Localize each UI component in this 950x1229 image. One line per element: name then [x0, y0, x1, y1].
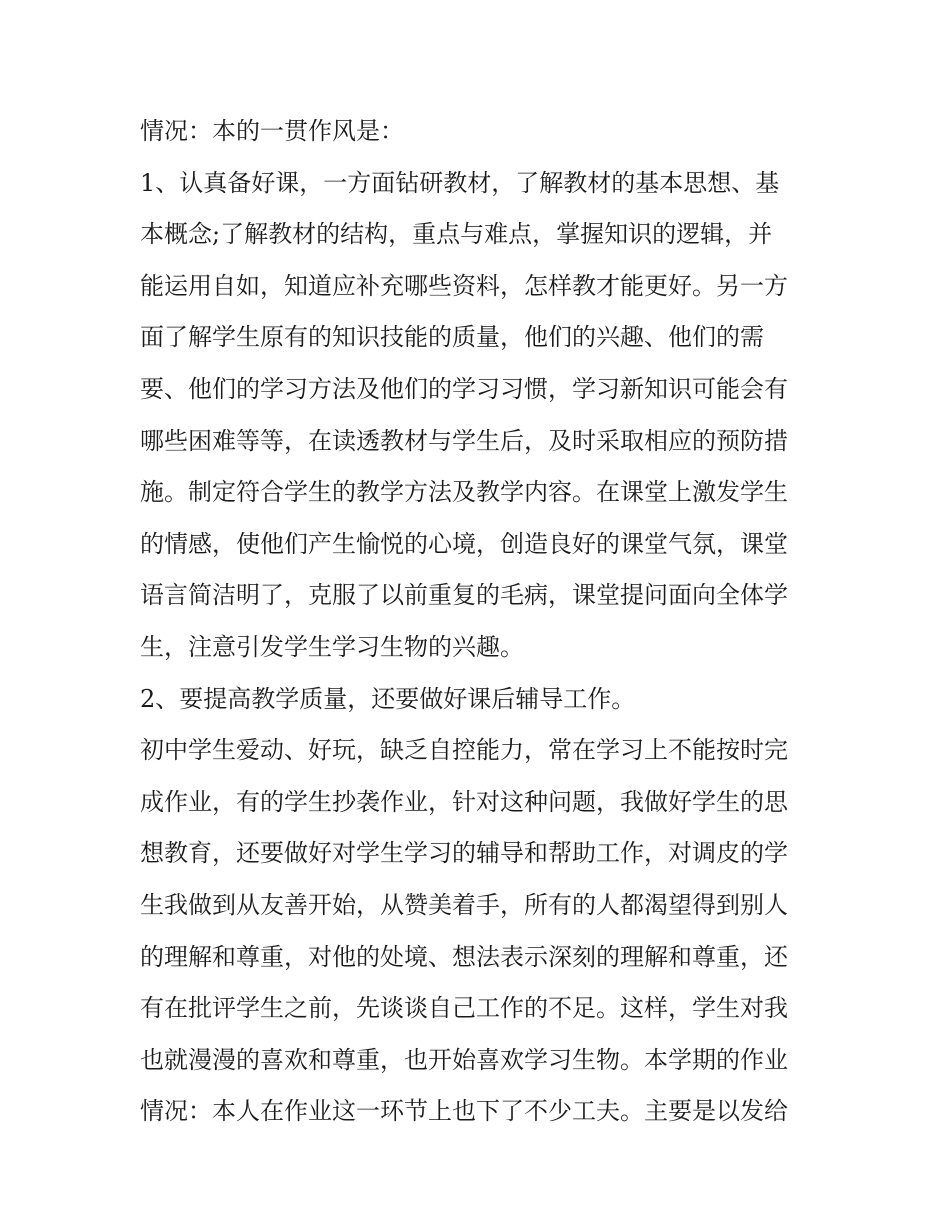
- text-line: 生，注意引发学生学习生物的兴趣。: [140, 632, 524, 661]
- text-line: 1、认真备好课，一方面钻研教材，了解教材的基本思想、基: [140, 168, 780, 197]
- text-line: 哪些困难等等，在读透教材与学生后，及时采取相应的预防措: [140, 426, 788, 455]
- document-body: [140, 106, 820, 1138]
- text-line: 的情感，使他们产生愉悦的心境，创造良好的课堂气氛，课堂: [140, 529, 788, 558]
- text-line: 语言简洁明了，克服了以前重复的毛病，课堂提问面向全体学: [140, 581, 788, 610]
- text-line: 2、要提高教学质量，还要做好课后辅导工作。: [140, 684, 636, 713]
- text-line: 有在批评学生之前，先谈谈自己工作的不足。这样，学生对我: [140, 994, 788, 1023]
- text-line: 初中学生爱动、好玩，缺乏自控能力，常在学习上不能按时完: [140, 736, 788, 765]
- text-line: 本概念;了解教材的结构，重点与难点，掌握知识的逻辑，并: [140, 220, 773, 249]
- text-line: 情况：本的一贯作风是：: [140, 117, 404, 145]
- text-line: 要、他们的学习方法及他们的学习习惯，学习新知识可能会有: [140, 374, 788, 403]
- text-line: 施。制定符合学生的教学方法及教学内容。在课堂上激发学生: [140, 478, 788, 507]
- text-line: 能运用自如，知道应补充哪些资料，怎样教才能更好。另一方: [140, 271, 788, 300]
- text-line: 面了解学生原有的知识技能的质量，他们的兴趣、他们的需: [140, 323, 764, 352]
- text-line: 想教育，还要做好对学生学习的辅导和帮助工作，对调皮的学: [140, 839, 788, 868]
- text-line: 情况：本人在作业这一环节上也下了不少工夫。主要是以发给: [140, 1097, 788, 1126]
- text-line: 也就漫漫的喜欢和尊重，也开始喜欢学习生物。本学期的作业: [140, 1045, 788, 1074]
- text-line: 成作业，有的学生抄袭作业，针对这种问题，我做好学生的思: [140, 787, 788, 816]
- text-line: 生我做到从友善开始，从赞美着手，所有的人都渴望得到别人: [140, 890, 788, 919]
- text-line: 的理解和尊重，对他的处境、想法表示深刻的理解和尊重，还: [140, 942, 788, 971]
